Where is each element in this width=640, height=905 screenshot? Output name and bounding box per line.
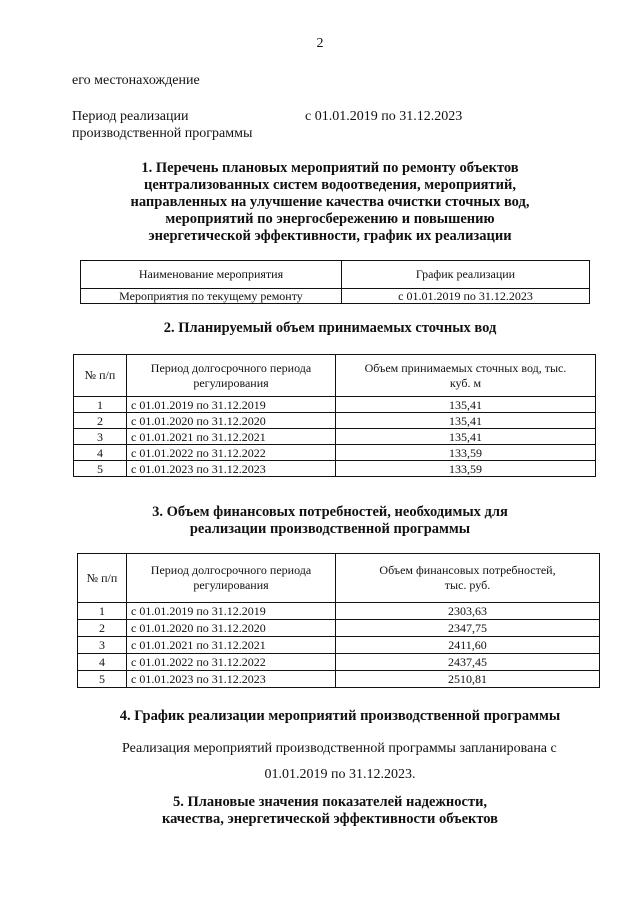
row-period: с 01.01.2021 по 31.12.2021 [127, 637, 336, 654]
table-row [74, 397, 596, 413]
section4-paragraph-line1: Реализация мероприятий производственной программы запланирована с [122, 741, 557, 756]
header-finance-line2: тыс. руб. [444, 578, 491, 592]
row-num: 5 [78, 671, 127, 688]
row-period: с 01.01.2019 по 31.12.2019 [127, 397, 336, 413]
row-period: с 01.01.2020 по 31.12.2020 [127, 413, 336, 429]
row-num: 1 [78, 603, 127, 620]
row-num: 3 [78, 637, 127, 654]
row-num: 1 [74, 397, 127, 413]
row-num: 2 [78, 620, 127, 637]
row-value: 135,41 [336, 429, 596, 445]
row-value: 2510,81 [336, 671, 600, 688]
period-label-line1: Период реализации [72, 109, 189, 124]
row-period: с 01.01.2022 по 31.12.2022 [127, 654, 336, 671]
section3-title-line: 3. Объем финансовых потребностей, необходимых для [152, 504, 508, 520]
table-row [78, 603, 600, 620]
table-row [78, 654, 600, 671]
period-label-line2: производственной программы [72, 126, 253, 141]
section1-title-line: мероприятий по энергосбережению и повышению [165, 211, 495, 227]
section1-title [60, 160, 600, 245]
section4-paragraph-line2: 01.01.2019 по 31.12.2023. [264, 767, 416, 782]
table-header-row [81, 261, 590, 289]
row-num: 5 [74, 461, 127, 477]
row-period: с 01.01.2021 по 31.12.2021 [127, 429, 336, 445]
table-row [74, 429, 596, 445]
row-period: с 01.01.2019 по 31.12.2019 [127, 603, 336, 620]
table-row [74, 445, 596, 461]
page-number: 2 [316, 36, 324, 51]
section5-title-line: качества, энергетической эффективности объектов [161, 811, 499, 827]
row-period: с 01.01.2023 по 31.12.2023 [127, 671, 336, 688]
table-header-row [78, 554, 600, 603]
header-event-name: Наименование мероприятия [81, 261, 342, 289]
section2-table [73, 354, 596, 477]
schedule-cell: с 01.01.2019 по 31.12.2023 [342, 289, 590, 304]
section2-title: 2. Планируемый объем принимаемых сточных вод [163, 320, 497, 336]
row-value: 135,41 [336, 413, 596, 429]
section1-title-line: направленных на улучшение качества очистки сточных вод, [130, 194, 530, 210]
section1-title-line: централизованных систем водоотведения, мероприятий, [144, 177, 516, 193]
row-value: 2347,75 [336, 620, 600, 637]
header-num: № п/п [74, 355, 127, 397]
header-finance-line1: Объем финансовых потребностей, [379, 563, 556, 577]
section5-title [60, 794, 600, 828]
location-line: его местонахождение [72, 73, 200, 88]
row-num: 3 [74, 429, 127, 445]
header-finance [336, 554, 600, 603]
row-num: 4 [74, 445, 127, 461]
table-row [74, 461, 596, 477]
header-num: № п/п [78, 554, 127, 603]
header-period [127, 355, 336, 397]
row-value: 133,59 [336, 461, 596, 477]
header-volume-line2: куб. м [449, 375, 482, 390]
row-value: 133,59 [336, 445, 596, 461]
header-period [127, 554, 336, 603]
header-period-line1: Период долгосрочного периода [150, 563, 312, 577]
period-value: с 01.01.2019 по 31.12.2023 [305, 109, 463, 124]
row-num: 2 [74, 413, 127, 429]
row-num: 4 [78, 654, 127, 671]
table-row [78, 671, 600, 688]
section4-title: 4. График реализации мероприятий производственной программы [119, 708, 561, 724]
header-period-line2: регулирования [193, 375, 269, 390]
header-volume [336, 355, 596, 397]
row-period: с 01.01.2022 по 31.12.2022 [127, 445, 336, 461]
table-header-row [74, 355, 596, 397]
row-value: 2411,60 [336, 637, 600, 654]
header-period-line2: регулирования [193, 578, 269, 592]
table-row [78, 620, 600, 637]
row-value: 135,41 [336, 397, 596, 413]
row-value: 2303,63 [336, 603, 600, 620]
section1-table [80, 260, 590, 304]
header-schedule: График реализации [342, 261, 590, 289]
header-period-line1: Период долгосрочного периода [150, 360, 312, 375]
section1-title-line: энергетической эффективности, график их реализации [148, 228, 512, 244]
period-label [72, 108, 252, 142]
section1-title-line: 1. Перечень плановых мероприятий по ремонту объектов [141, 160, 519, 176]
row-period: с 01.01.2020 по 31.12.2020 [127, 620, 336, 637]
table-row [81, 289, 590, 304]
table-row [74, 413, 596, 429]
section3-table [77, 553, 600, 688]
row-period: с 01.01.2023 по 31.12.2023 [127, 461, 336, 477]
row-value: 2437,45 [336, 654, 600, 671]
section3-title-line: реализации производственной программы [189, 521, 471, 537]
header-volume-line1: Объем принимаемых сточных вод, тыс. [364, 360, 567, 375]
event-name-cell: Мероприятия по текущему ремонту [81, 289, 342, 304]
section3-title [60, 504, 600, 538]
table-row [78, 637, 600, 654]
section5-title-line: 5. Плановые значения показателей надежности, [172, 794, 488, 810]
